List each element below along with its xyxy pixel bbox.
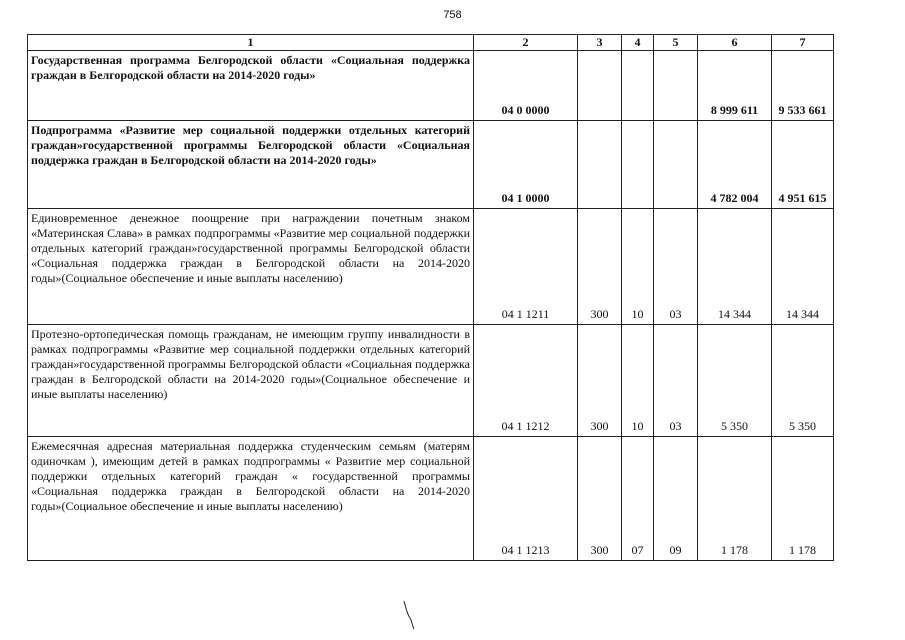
header-col-1: 1 <box>28 35 474 51</box>
header-col-7: 7 <box>772 35 834 51</box>
row-name: Государственная программа Белгородской области «Социальная поддержка граждан в Белгородской области на 2014-2020 годы» <box>28 51 474 121</box>
budget-table <box>27 34 834 561</box>
header-col-6: 6 <box>698 35 772 51</box>
row-name: Ежемесячная адресная материальная поддержка студенческим семьям (матерям одиночкам ), имеющим детей в рамках подпрограммы « Развитие мер социальной поддержки отдельных категорий граждан « государственной программы «Социальная поддержка граждан в Белгородской области на 2014-2020 годы»(Социальное обеспечение и иные выплаты населению) <box>28 437 474 561</box>
row-value-7: 4 951 615 <box>772 121 834 209</box>
row-value-7: 9 533 661 <box>772 51 834 121</box>
row-value-7: 1 178 <box>772 437 834 561</box>
table-row <box>28 325 834 437</box>
header-row <box>28 35 834 51</box>
row-value-6: 8 999 611 <box>698 51 772 121</box>
header-col-4: 4 <box>622 35 654 51</box>
row-col4 <box>622 121 654 209</box>
row-col3 <box>578 51 622 121</box>
row-value-6: 4 782 004 <box>698 121 772 209</box>
row-name: Подпрограмма «Развитие мер социальной поддержки отдельных категорий граждан»государственной программы Белгородской области «Социальная поддержка граждан в Белгородской области на 2014-2020 годы» <box>28 121 474 209</box>
row-col5 <box>654 51 698 121</box>
table-row <box>28 209 834 325</box>
row-col4 <box>622 51 654 121</box>
row-value-6: 1 178 <box>698 437 772 561</box>
header-col-3: 3 <box>578 35 622 51</box>
row-value-7: 5 350 <box>772 325 834 437</box>
row-col4: 10 <box>622 325 654 437</box>
row-col4: 07 <box>622 437 654 561</box>
row-name: Протезно-ортопедическая помощь гражданам, не имеющим группу инвалидности в рамках подпрограммы «Развитие мер социальной поддержки отдельных категорий граждан»государственной программы Белгородской области «Социальная поддержка граждан в Белгородской области на 2014-2020 годы»(Социальное обеспечение и иные выплаты населению) <box>28 325 474 437</box>
row-col5: 03 <box>654 209 698 325</box>
row-code: 04 1 0000 <box>474 121 578 209</box>
row-value-6: 5 350 <box>698 325 772 437</box>
page-number: 758 <box>443 9 462 21</box>
pen-mark-icon <box>402 600 416 630</box>
table-row <box>28 437 834 561</box>
row-col4: 10 <box>622 209 654 325</box>
header-col-2: 2 <box>474 35 578 51</box>
row-value-7: 14 344 <box>772 209 834 325</box>
row-col5: 09 <box>654 437 698 561</box>
row-col3: 300 <box>578 437 622 561</box>
row-name: Единовременное денежное поощрение при награждении почетным знаком «Материнская Слава» в рамках подпрограммы «Развитие мер социальной поддержки отдельных категорий граждан»государственной программы Белгородской области «Социальная поддержка граждан в Белгородской области на 2014-2020 годы»(Социальное обеспечение и иные выплаты населению) <box>28 209 474 325</box>
row-value-6: 14 344 <box>698 209 772 325</box>
header-col-5: 5 <box>654 35 698 51</box>
row-code: 04 0 0000 <box>474 51 578 121</box>
row-col3: 300 <box>578 325 622 437</box>
table-row <box>28 121 834 209</box>
row-col3: 300 <box>578 209 622 325</box>
row-code: 04 1 1212 <box>474 325 578 437</box>
row-col5: 03 <box>654 325 698 437</box>
row-code: 04 1 1213 <box>474 437 578 561</box>
row-col5 <box>654 121 698 209</box>
row-col3 <box>578 121 622 209</box>
row-code: 04 1 1211 <box>474 209 578 325</box>
table-row <box>28 51 834 121</box>
